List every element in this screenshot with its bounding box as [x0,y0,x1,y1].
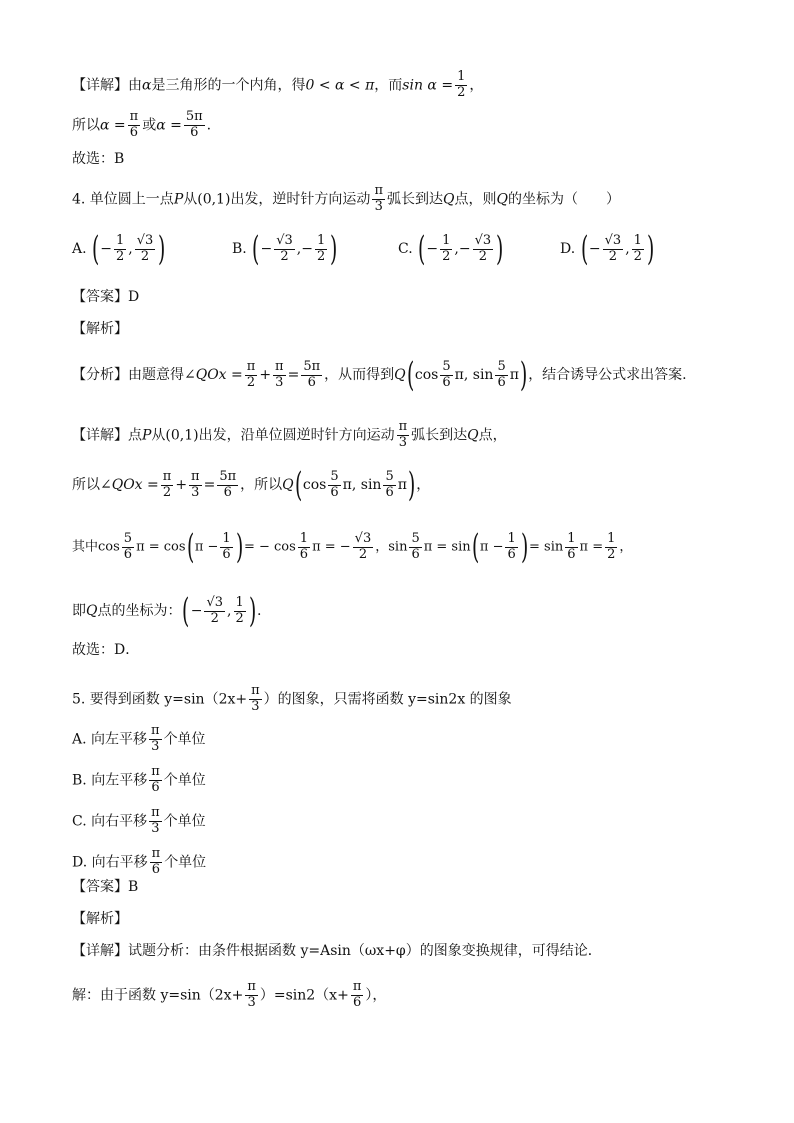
text: π = cos [136,539,186,555]
text: 的坐标为（ ） [507,191,620,208]
text: 点 [128,427,142,444]
detail-line-1 [72,70,734,101]
fraction: $\frac{5\pi}{6}$ [219,468,237,500]
sep: , [454,241,459,257]
option5-d[interactable] [72,847,734,878]
fraction: $\frac{1}{2}$ [457,69,466,100]
sep: , [227,603,232,619]
text: 从 [183,191,198,208]
detail-tag: 【详解】 [72,77,128,94]
option-label: B. [72,772,87,789]
angle: ∠QOx = [184,367,243,383]
fraction: $\frac{5}{6}$ [330,468,339,500]
text: ， [416,477,431,493]
paren: ( [186,527,194,567]
paren: ) [520,527,529,567]
option-c[interactable] [398,229,504,269]
text: π, sin [342,477,382,493]
fraction: $\frac{1}{2}$ [235,594,244,626]
sign: − [190,603,203,619]
option-label: D. [560,241,576,257]
text: π − [194,539,219,555]
paren: ( [580,229,588,269]
text: ）的图象，只需将函数 y=sin2x 的图象 [263,691,512,708]
text: 个单位 [164,854,207,871]
cos: cos [302,477,327,493]
option5-c[interactable] [72,806,734,837]
op: = [203,477,216,493]
where-line-4 [72,527,734,567]
cos: cos [98,539,120,555]
sep: , [128,241,133,257]
detail-line-5: 【详解】试题分析：由条件根据函数 y=Asin（ωx+φ）的图象变换规律，可得结论． [72,943,602,959]
paren: ) [646,229,655,269]
text: π [509,367,519,383]
text: 出发，沿单位圆逆时针方向运动 [198,427,395,444]
point-p: P [142,427,152,444]
text: 个单位 [163,731,206,748]
solution-line-5 [72,980,734,1011]
analysis-head-5: 【解析】 [72,911,128,927]
paren: ) [248,591,257,631]
text: 或 [142,117,157,134]
option-label: A. [72,241,87,257]
fraction: $\frac{1}{6}$ [299,530,309,562]
text: ， [375,539,389,555]
text: 从 [151,427,166,444]
fraction: $\frac{1}{2}$ [633,232,642,264]
text: ）=sin2（x+ [259,987,349,1004]
fraction: $\frac{1}{6}$ [222,530,231,562]
paren: ) [235,527,243,567]
point-q: Q [282,477,294,493]
coordinate: (0,1) [197,191,231,208]
paren: ) [158,229,166,269]
choose-1: 故选：B [72,151,125,167]
fraction: $\frac{√3}{2}$ [206,594,224,626]
fraction: $\frac{√3}{2}$ [354,530,372,562]
sign: − [588,241,601,257]
fraction: $\frac{√3}{2}$ [474,232,492,264]
fraction: $\frac{5}{6}$ [497,358,506,390]
op: + [175,477,188,493]
option-label: C. [72,813,87,830]
text: 是三角形的一个内角，得 [151,77,306,94]
fraction: $\frac{5}{6}$ [442,358,451,390]
point-q: Q [86,603,98,619]
fraction: $\frac{1}{2}$ [442,232,451,264]
so-line-1 [72,110,734,141]
option-label: A. [72,731,87,748]
text: 向左平移 [91,772,148,789]
text: 即 [72,603,86,619]
fraction: $\frac{\pi}{6}$ [129,109,139,140]
question-4 [72,184,734,215]
op: = [287,367,300,383]
fraction: $\frac{√3}{2}$ [276,232,293,264]
paren: ( [92,229,100,269]
option5-a[interactable] [72,724,734,755]
option-d[interactable] [560,229,655,269]
text: ，而 [374,77,403,94]
paren: ) [496,229,504,269]
text: 向右平移 [91,854,148,871]
fraction: $\frac{\pi}{2}$ [246,358,256,390]
fraction: $\frac{\pi}{3}$ [251,683,260,714]
text: 所以 [72,477,100,493]
point-q: Q [467,427,479,444]
fraction: $\frac{\pi}{2}$ [162,468,172,500]
point-p: P [173,191,184,208]
text: 由 [128,77,142,94]
text: π = sin [423,539,471,555]
fraction: $\frac{\pi}{3}$ [398,419,408,450]
paren: ( [182,591,190,631]
fraction: $\frac{√3}{2}$ [136,232,154,264]
text: 点， [478,427,507,444]
analysis-line [72,355,734,395]
option-b[interactable] [232,229,339,269]
paren: ( [294,465,302,505]
text: ， [619,539,633,555]
text: 解：由于函数 y=sin（2x+ [72,987,244,1004]
text: . [257,603,262,619]
sin-expr: sin α = [402,77,454,94]
text: 所以 [72,117,100,134]
text: π, sin [454,367,494,383]
fraction: $\frac{\pi}{3}$ [191,468,200,500]
paren: ) [407,465,416,505]
fraction: $\frac{5\pi}{6}$ [303,358,321,390]
text: . [206,117,212,134]
point-q: Q [394,367,406,383]
paren: ) [330,229,338,269]
detail-line-4 [72,420,734,451]
text: 点的坐标为： [97,603,182,619]
text: ，所以 [240,477,283,493]
option-label: B. [232,241,247,257]
option-a[interactable] [72,229,167,269]
sign: − [426,241,439,257]
text: 点，则 [454,191,497,208]
text: π = − [312,539,351,555]
answer-5: 【答案】B [72,879,139,895]
tag: 【分析】 [72,367,128,383]
fraction: $\frac{1}{2}$ [116,232,125,264]
text: 由题意得 [128,367,184,383]
text: π [397,477,407,493]
text: ，从而得到 [324,367,395,383]
sign: − [301,241,313,257]
fraction: $\frac{1}{6}$ [507,530,516,562]
fraction: $\frac{5\pi}{6}$ [185,109,203,140]
text: 5. 要得到函数 y=sin（2x+ [72,691,248,708]
alpha-eq: α = [156,117,182,134]
option-label: D. [72,854,88,871]
text: π = [579,539,604,555]
fraction: $\frac{5}{6}$ [385,468,394,500]
fraction: $\frac{1}{6}$ [567,530,576,562]
text: 个单位 [163,813,206,830]
fraction: $\frac{√3}{2}$ [604,232,622,264]
sign: − [260,241,273,257]
text: 弧长到达 [386,191,443,208]
sin: sin [388,539,408,555]
text: π − [479,539,504,555]
text: 其中 [72,539,99,555]
text: = sin [529,539,564,555]
fraction: $\frac{\pi}{3}$ [151,805,160,836]
analysis-head-4: 【解析】 [72,321,128,337]
paren: ( [418,229,426,269]
cos: cos [414,367,439,383]
paren: ( [471,527,479,567]
sign: − [100,241,113,257]
fraction: $\frac{\pi}{6}$ [151,846,161,877]
text: = − cos [243,539,296,555]
alpha-symbol: α [142,77,152,94]
so-line-4 [72,465,734,505]
result-line-4 [72,591,734,631]
fraction: $\frac{\pi}{6}$ [352,979,362,1010]
op: + [259,367,272,383]
text: 弧长到达 [411,427,468,444]
fraction: $\frac{\pi}{3}$ [151,723,160,754]
paren: ( [406,355,414,395]
paren: ) [519,355,528,395]
sign: − [458,241,471,257]
text: 向右平移 [91,813,148,830]
text: ，结合诱导公式求出答案. [528,367,687,383]
fraction: $\frac{5}{6}$ [411,530,420,562]
tag: 【详解】 [72,427,128,444]
text: ， [469,77,484,94]
text: 个单位 [163,772,206,789]
alpha-eq: α = [100,117,126,134]
fraction: $\frac{1}{2}$ [316,232,326,264]
option5-b[interactable] [72,765,734,796]
choose-4: 故选：D． [72,642,140,658]
point-q: Q [496,191,508,208]
point-q: Q [442,191,455,208]
text: 出发，逆时针方向运动 [230,191,371,208]
fraction: $\frac{\pi}{3}$ [374,183,383,214]
question-5 [72,684,734,715]
fraction: $\frac{1}{2}$ [607,530,616,562]
fraction: $\frac{\pi}{3}$ [247,979,256,1010]
inequality: 0 < α < π [305,77,375,94]
fraction: $\frac{\pi}{3}$ [275,358,284,390]
sep: , [296,241,302,257]
angle: ∠QOx = [100,477,159,493]
paren: ( [252,229,260,269]
fraction: $\frac{5}{6}$ [123,530,133,562]
option-label: C. [398,241,413,257]
answer-4: 【答案】D [72,289,140,305]
fraction: $\frac{\pi}{6}$ [151,764,160,795]
text: 4. 单位圆上一点 [72,191,174,208]
sep: , [625,241,630,257]
coordinate: (0,1) [165,427,199,444]
text: ）， [365,987,387,1004]
text: 向左平移 [91,731,148,748]
